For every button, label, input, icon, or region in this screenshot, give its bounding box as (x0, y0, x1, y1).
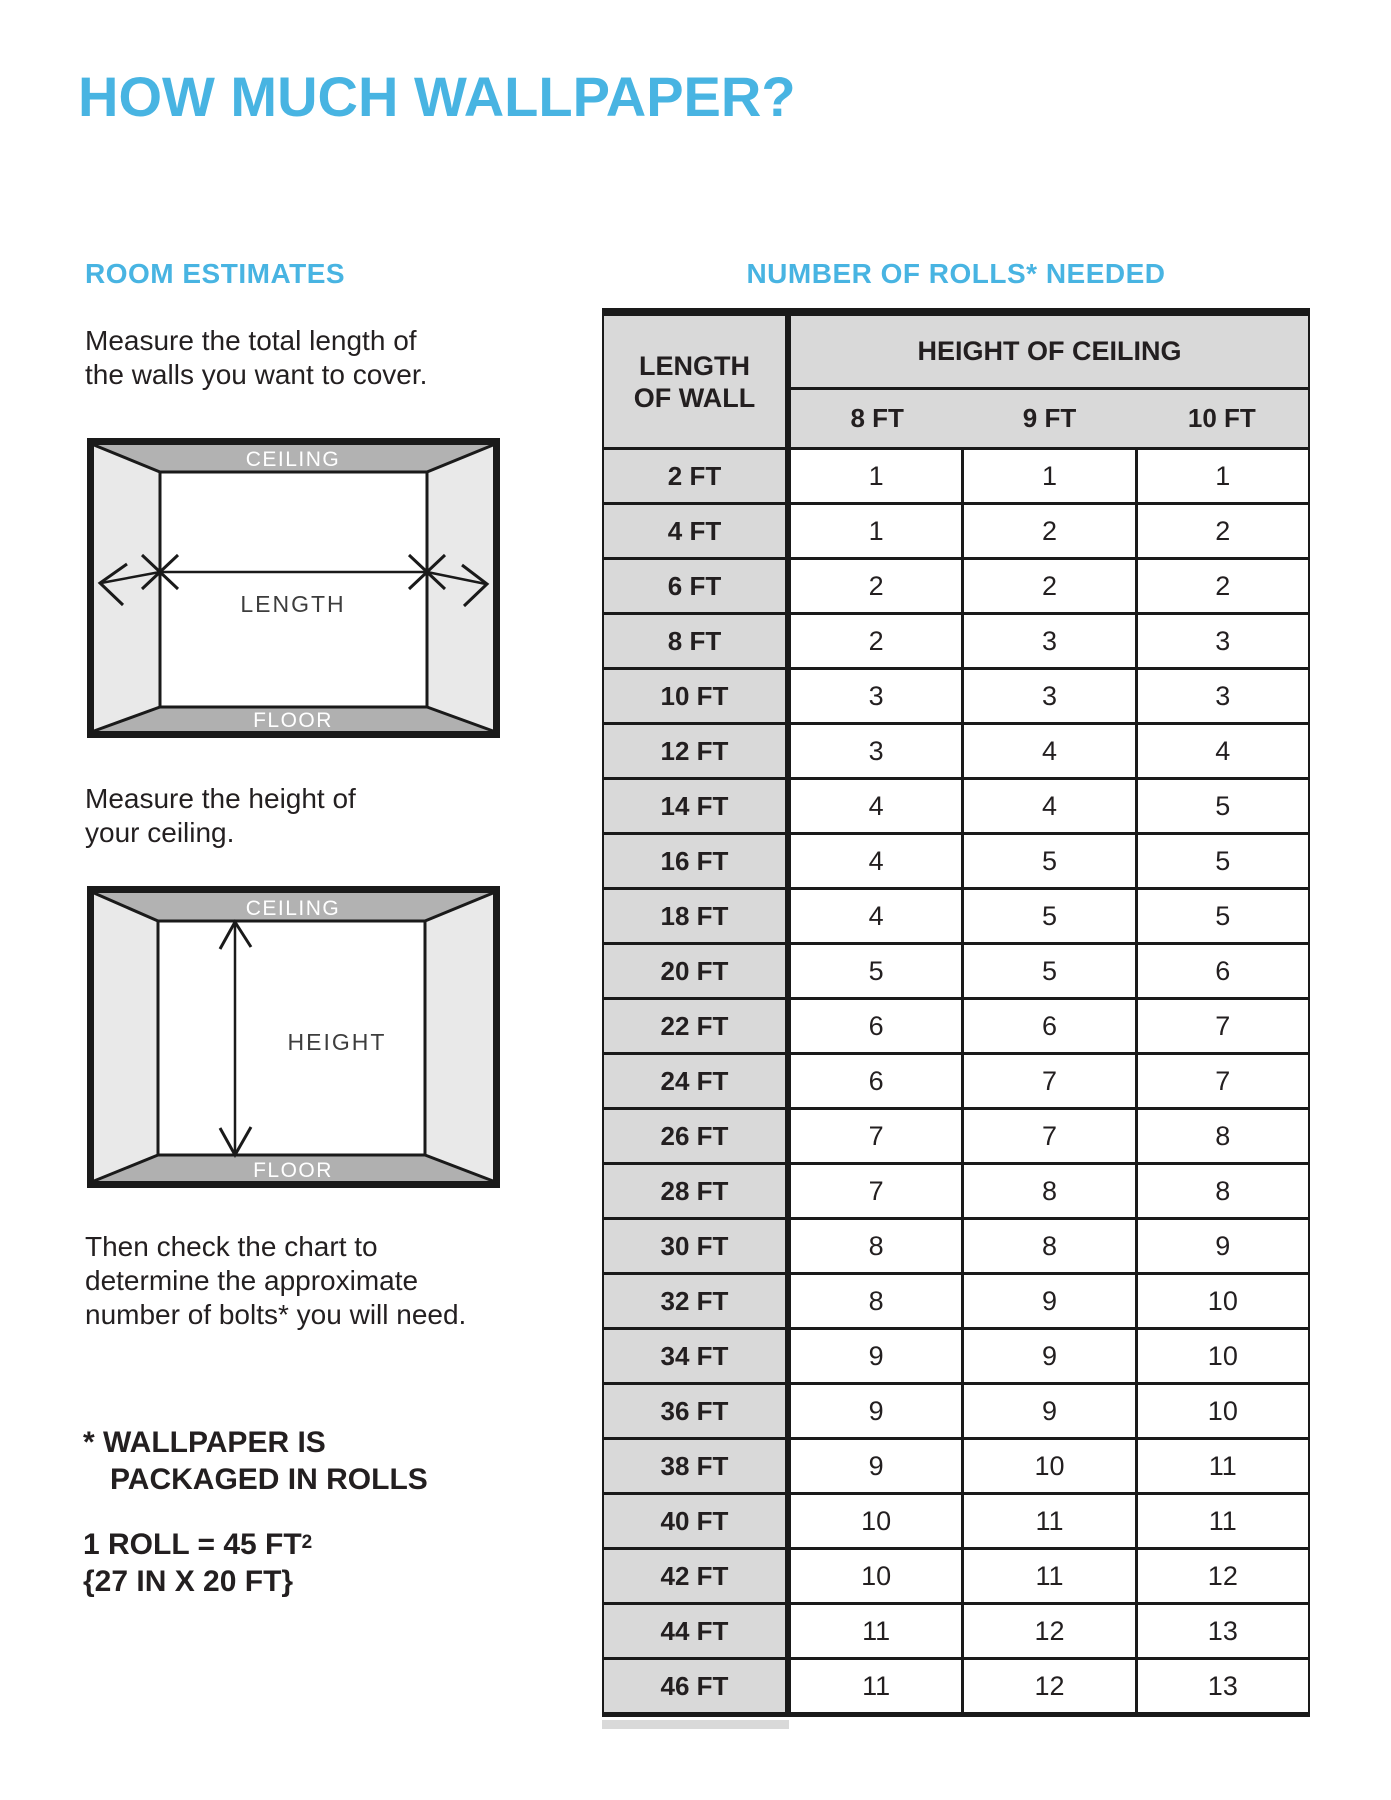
room-estimates-heading: ROOM ESTIMATES (85, 258, 346, 289)
value-cell: 2 (1135, 505, 1308, 557)
table-row (604, 1657, 1308, 1712)
value-cell: 3 (961, 670, 1134, 722)
measure-length-text (85, 324, 427, 392)
value-cell: 5 (961, 945, 1134, 997)
value-cell: 2 (791, 560, 961, 612)
row-label-cell: 22 FT (604, 1000, 791, 1052)
row-label-cell: 20 FT (604, 945, 791, 997)
table-row (604, 1217, 1308, 1272)
rolls-needed-heading: NUMBER OF ROLLS* NEEDED (746, 258, 1166, 289)
value-cell: 8 (1135, 1165, 1308, 1217)
table-row (604, 1327, 1308, 1382)
table-bottom-gray-tab (602, 1720, 789, 1729)
value-cell: 5 (1135, 890, 1308, 942)
value-cell: 1 (1135, 450, 1308, 502)
value-cell: 5 (961, 890, 1134, 942)
table-row (604, 777, 1308, 832)
table-row (604, 1437, 1308, 1492)
value-cell: 9 (961, 1275, 1134, 1327)
check-chart-line1: Then check the chart to (85, 1231, 378, 1262)
value-cell: 12 (961, 1660, 1134, 1712)
value-cell: 8 (791, 1275, 961, 1327)
value-cell: 1 (791, 450, 961, 502)
table-row (604, 557, 1308, 612)
value-cell: 9 (791, 1330, 961, 1382)
row-label-cell: 12 FT (604, 725, 791, 777)
value-cell: 4 (961, 725, 1134, 777)
value-cell: 3 (1135, 670, 1308, 722)
value-cell: 4 (961, 780, 1134, 832)
row-label-cell: 38 FT (604, 1440, 791, 1492)
value-cell: 11 (791, 1605, 961, 1657)
check-chart-line2: determine the approximate (85, 1265, 419, 1296)
table-row (604, 1107, 1308, 1162)
value-cell: 11 (961, 1495, 1134, 1547)
value-cell: 10 (961, 1440, 1134, 1492)
value-cell: 7 (791, 1165, 961, 1217)
check-chart-text (85, 1230, 466, 1332)
row-label-cell: 30 FT (604, 1220, 791, 1272)
table-header (604, 316, 1308, 447)
value-cell: 8 (791, 1220, 961, 1272)
table-body (604, 447, 1308, 1712)
value-cell: 2 (1135, 560, 1308, 612)
value-cell: 9 (1135, 1220, 1308, 1272)
table-row (604, 502, 1308, 557)
measure-length-line1: Measure the total length of (85, 325, 417, 356)
value-cell: 10 (1135, 1330, 1308, 1382)
row-label-cell: 26 FT (604, 1110, 791, 1162)
value-cell: 12 (1135, 1550, 1308, 1602)
squared-superscript: 2 (301, 1532, 313, 1553)
value-cell: 10 (791, 1495, 961, 1547)
measure-length-line2: the walls you want to cover. (85, 359, 428, 390)
sub-header-row (791, 390, 1308, 447)
row-label-cell: 8 FT (604, 615, 791, 667)
value-cell: 10 (1135, 1275, 1308, 1327)
value-cell: 4 (791, 835, 961, 887)
length-of-wall-header-cell (604, 316, 791, 447)
value-cell: 5 (1135, 835, 1308, 887)
value-cell: 7 (1135, 1055, 1308, 1107)
value-cell: 1 (961, 450, 1134, 502)
value-cell: 12 (961, 1605, 1134, 1657)
row-label-cell: 14 FT (604, 780, 791, 832)
value-cell: 9 (791, 1440, 961, 1492)
value-cell: 8 (961, 1165, 1134, 1217)
table-row (604, 1602, 1308, 1657)
value-cell: 2 (791, 615, 961, 667)
table-row (604, 887, 1308, 942)
value-cell: 1 (791, 505, 961, 557)
rolls-needed-table (602, 308, 1310, 1717)
value-cell: 11 (791, 1660, 961, 1712)
row-label-cell: 32 FT (604, 1275, 791, 1327)
value-cell: 7 (961, 1110, 1134, 1162)
row-label-cell: 2 FT (604, 450, 791, 502)
value-cell: 13 (1135, 1660, 1308, 1712)
value-cell: 5 (961, 835, 1134, 887)
row-label-cell: 34 FT (604, 1330, 791, 1382)
left-wall-face (94, 893, 158, 1181)
row-label-cell: 42 FT (604, 1550, 791, 1602)
table-row (604, 1492, 1308, 1547)
value-cell: 7 (791, 1110, 961, 1162)
row-label-cell: 10 FT (604, 670, 791, 722)
value-cell: 9 (791, 1385, 961, 1437)
footnote-line1: * WALLPAPER IS (83, 1426, 326, 1459)
row-label-cell: 46 FT (604, 1660, 791, 1712)
value-cell: 6 (961, 1000, 1134, 1052)
value-cell: 6 (1135, 945, 1308, 997)
table-row (604, 722, 1308, 777)
value-cell: 2 (961, 560, 1134, 612)
value-cell: 3 (961, 615, 1134, 667)
value-cell: 3 (791, 725, 961, 777)
table-row (604, 1052, 1308, 1107)
row-label-cell: 36 FT (604, 1385, 791, 1437)
value-cell: 9 (961, 1385, 1134, 1437)
value-cell: 2 (961, 505, 1134, 557)
measure-height-text (85, 782, 356, 850)
value-cell: 10 (1135, 1385, 1308, 1437)
row-label-cell: 24 FT (604, 1055, 791, 1107)
table-row (604, 1382, 1308, 1437)
roll-size-line2: {27 IN X 20 FT} (83, 1565, 294, 1598)
table-row (604, 1272, 1308, 1327)
page-title: HOW MUCH WALLPAPER? (78, 65, 796, 128)
table-row (604, 832, 1308, 887)
value-cell: 10 (791, 1550, 961, 1602)
value-cell: 8 (961, 1220, 1134, 1272)
table-row (604, 667, 1308, 722)
room-diagram-length (87, 438, 500, 738)
value-cell: 11 (961, 1550, 1134, 1602)
value-cell: 6 (791, 1055, 961, 1107)
floor-label: FLOOR (253, 709, 333, 732)
value-cell: 4 (1135, 725, 1308, 777)
value-cell: 7 (961, 1055, 1134, 1107)
row-label-cell: 28 FT (604, 1165, 791, 1217)
value-cell: 6 (791, 1000, 961, 1052)
height-label: HEIGHT (287, 1029, 387, 1055)
footnote-line2: PACKAGED IN ROLLS (110, 1463, 428, 1496)
check-chart-line3: number of bolts* you will need. (85, 1299, 467, 1330)
table-row (604, 612, 1308, 667)
floor-label: FLOOR (253, 1159, 333, 1182)
value-cell: 7 (1135, 1000, 1308, 1052)
col-header-10ft: 10 FT (1187, 403, 1256, 433)
ceiling-label: CEILING (245, 448, 341, 471)
col-header-8ft: 8 FT (850, 403, 904, 433)
room-diagram-height (87, 886, 500, 1188)
value-cell: 9 (961, 1330, 1134, 1382)
col-header-9ft: 9 FT (1022, 403, 1077, 433)
right-wall-face (425, 893, 493, 1181)
table-row (604, 1547, 1308, 1602)
row-label-cell: 16 FT (604, 835, 791, 887)
value-cell: 8 (1135, 1110, 1308, 1162)
back-wall-face (160, 472, 427, 707)
row-label-cell: 44 FT (604, 1605, 791, 1657)
value-cell: 4 (791, 780, 961, 832)
wallpaper-rolls-footnote (83, 1424, 428, 1498)
table-row (604, 1162, 1308, 1217)
table-row (604, 447, 1308, 502)
value-cell: 4 (791, 890, 961, 942)
value-cell: 5 (1135, 780, 1308, 832)
value-cell: 13 (1135, 1605, 1308, 1657)
table-row (604, 997, 1308, 1052)
value-cell: 3 (791, 670, 961, 722)
roll-size-line1: 1 ROLL = 45 $FT^2$ (83, 1528, 313, 1561)
length-of-wall-line1: LENGTH (639, 350, 750, 381)
roll-size-info (83, 1524, 312, 1600)
measure-height-line1: Measure the height of (85, 783, 356, 814)
table-row (604, 942, 1308, 997)
ceiling-label: CEILING (245, 897, 341, 920)
height-of-ceiling-header-cell: HEIGHT OF CEILING (791, 316, 1308, 390)
measure-height-line2: your ceiling. (85, 817, 235, 848)
value-cell: 11 (1135, 1495, 1308, 1547)
length-of-wall-line2: OF WALL (633, 382, 756, 413)
row-label-cell: 18 FT (604, 890, 791, 942)
row-label-cell: 40 FT (604, 1495, 791, 1547)
value-cell: 5 (791, 945, 961, 997)
ceiling-height-header-group (791, 316, 1308, 447)
length-label: LENGTH (240, 591, 346, 617)
row-label-cell: 6 FT (604, 560, 791, 612)
value-cell: 3 (1135, 615, 1308, 667)
row-label-cell: 4 FT (604, 505, 791, 557)
value-cell: 11 (1135, 1440, 1308, 1492)
